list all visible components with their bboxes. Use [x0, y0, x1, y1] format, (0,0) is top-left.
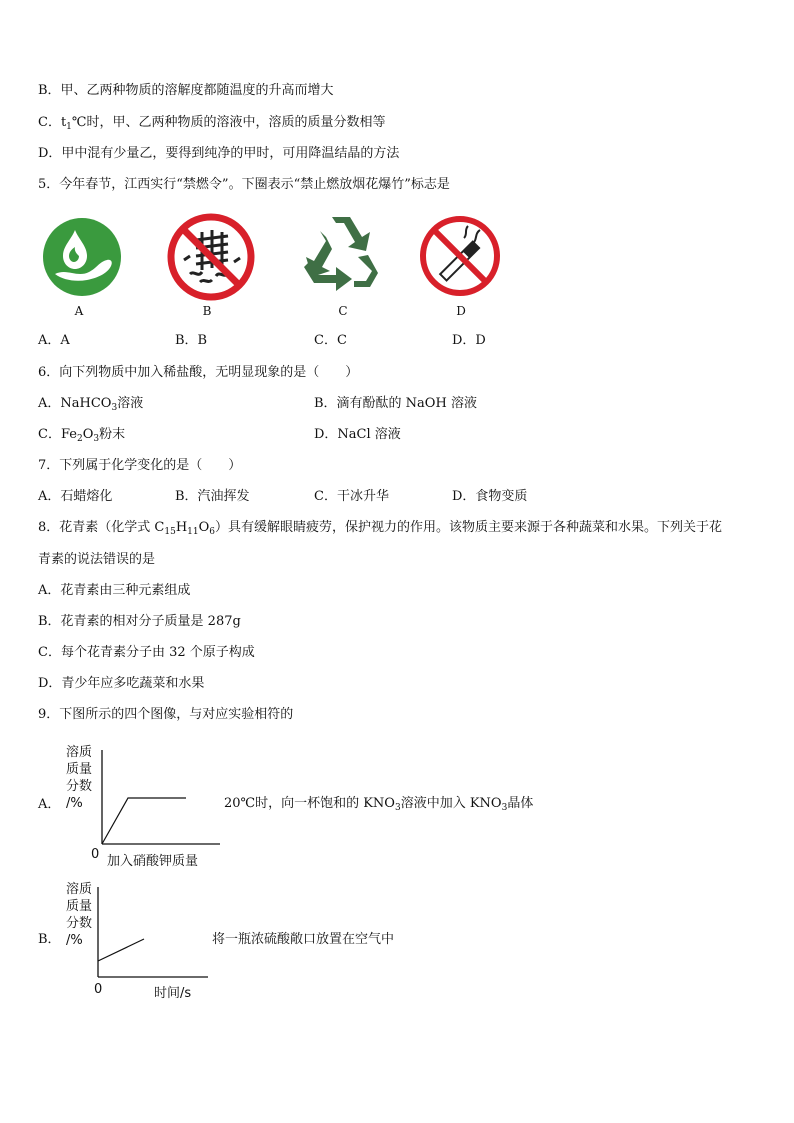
- q7-option-a: A．石蜡熔化: [38, 489, 113, 504]
- q4-option-c: C．$t_1℃$时，甲、乙两种物质的溶液中，溶质的质量分数相等: [38, 115, 386, 132]
- q9-option-a-label: A．: [38, 797, 61, 812]
- q9-graph-a-ylabel-4: /%: [66, 796, 83, 811]
- q8-option-d: D．青少年应多吃蔬菜和水果: [38, 676, 205, 691]
- q7-option-d: D．食物变质: [452, 489, 528, 504]
- q5-image-label-a: A: [74, 304, 84, 318]
- q9-stem: 9．下图所示的四个图像，与对应实验相符的: [38, 707, 294, 722]
- q5-image-label-d: D: [456, 304, 466, 318]
- q5-image-label-b: B: [202, 304, 212, 318]
- no-fireworks-icon: [164, 212, 258, 306]
- q5-option-a: A．A: [38, 333, 70, 348]
- q8-option-b: B．花青素的相对分子质量是 287g: [38, 614, 241, 629]
- q9-graph-b-ylabel-4: /%: [66, 933, 83, 948]
- q8-option-a: A．花青素由三种元素组成: [38, 583, 191, 598]
- q9-graph-a-xlabel: 加入硝酸钾质量: [107, 854, 199, 869]
- q9-graph-b-ylabel-2: 质量: [66, 899, 93, 914]
- q8-option-c: C．每个花青素分子由 32 个原子构成: [38, 645, 255, 660]
- q9-graph-a-ylabel-2: 质量: [66, 762, 93, 777]
- q9-option-b-label: B．: [38, 932, 61, 947]
- q6-option-a: A．NaHCO$_3$溶液: [38, 396, 144, 413]
- q9-graph-a-description: 20℃时，向一杯饱和的 $KNO_3$溶液中加入 $KNO_3$晶体: [224, 796, 534, 813]
- q9-graph-b-ylabel-3: 分数: [66, 916, 93, 931]
- q5-image-label-c: C: [338, 304, 348, 318]
- q7-option-b: B．汽油挥发: [175, 489, 250, 504]
- q6-option-d: D．NaCl 溶液: [314, 427, 401, 442]
- recycle-icon: [296, 211, 386, 301]
- q9-graph-b-origin: 0: [94, 982, 103, 997]
- q8-stem-line2: 青素的说法错误的是: [38, 552, 156, 567]
- q9-graph-b: [66, 881, 216, 999]
- q9-graph-b-description: 将一瓶浓硫酸敞口放置在空气中: [212, 932, 395, 947]
- no-smoking-icon: [418, 214, 502, 302]
- q5-option-b: B．B: [175, 333, 208, 348]
- q6-stem: 6．向下列物质中加入稀盐酸，无明显现象的是（ ）: [38, 365, 359, 380]
- q7-stem: 7．下列属于化学变化的是（ ）: [38, 458, 242, 473]
- q9-graph-a-ylabel-1: 溶质: [66, 745, 93, 760]
- q9-graph-b-ylabel-1: 溶质: [66, 882, 93, 897]
- q9-graph-a-origin: 0: [91, 847, 100, 862]
- q6-option-c: C．$Fe_2O_3$粉末: [38, 427, 126, 444]
- q6-option-b: B．滴有酚酞的 NaOH 溶液: [314, 396, 477, 411]
- water-saving-icon: [41, 216, 123, 302]
- q5-option-c: C．C: [314, 333, 347, 348]
- q5-stem: 5．今年春节，江西实行“禁燃令”。下圈表示“禁止燃放烟花爆竹”标志是: [38, 177, 450, 192]
- q4-option-b: B．甲、乙两种物质的溶解度都随温度的升高而增大: [38, 83, 334, 98]
- q8-stem-line1: 8．花青素（化学式 $C_{15}H_{11}O_6$）具有缓解眼睛疲劳，保护视力的作用。该物质主要来源于各种蔬菜和水果。下列关于花: [38, 520, 723, 537]
- q9-graph-b-curve: [98, 939, 144, 961]
- q9-graph-a-curve: [102, 798, 186, 844]
- q7-option-c: C．干冰升华: [314, 489, 389, 504]
- q9-graph-b-xlabel: 时间/s: [154, 986, 192, 1001]
- q9-graph-a-ylabel-3: 分数: [66, 779, 93, 794]
- q4-option-d: D．甲中混有少量乙，要得到纯净的甲时，可用降温结晶的方法: [38, 146, 400, 161]
- q9-graph-a: [66, 744, 226, 868]
- q5-option-d: D．D: [452, 333, 486, 348]
